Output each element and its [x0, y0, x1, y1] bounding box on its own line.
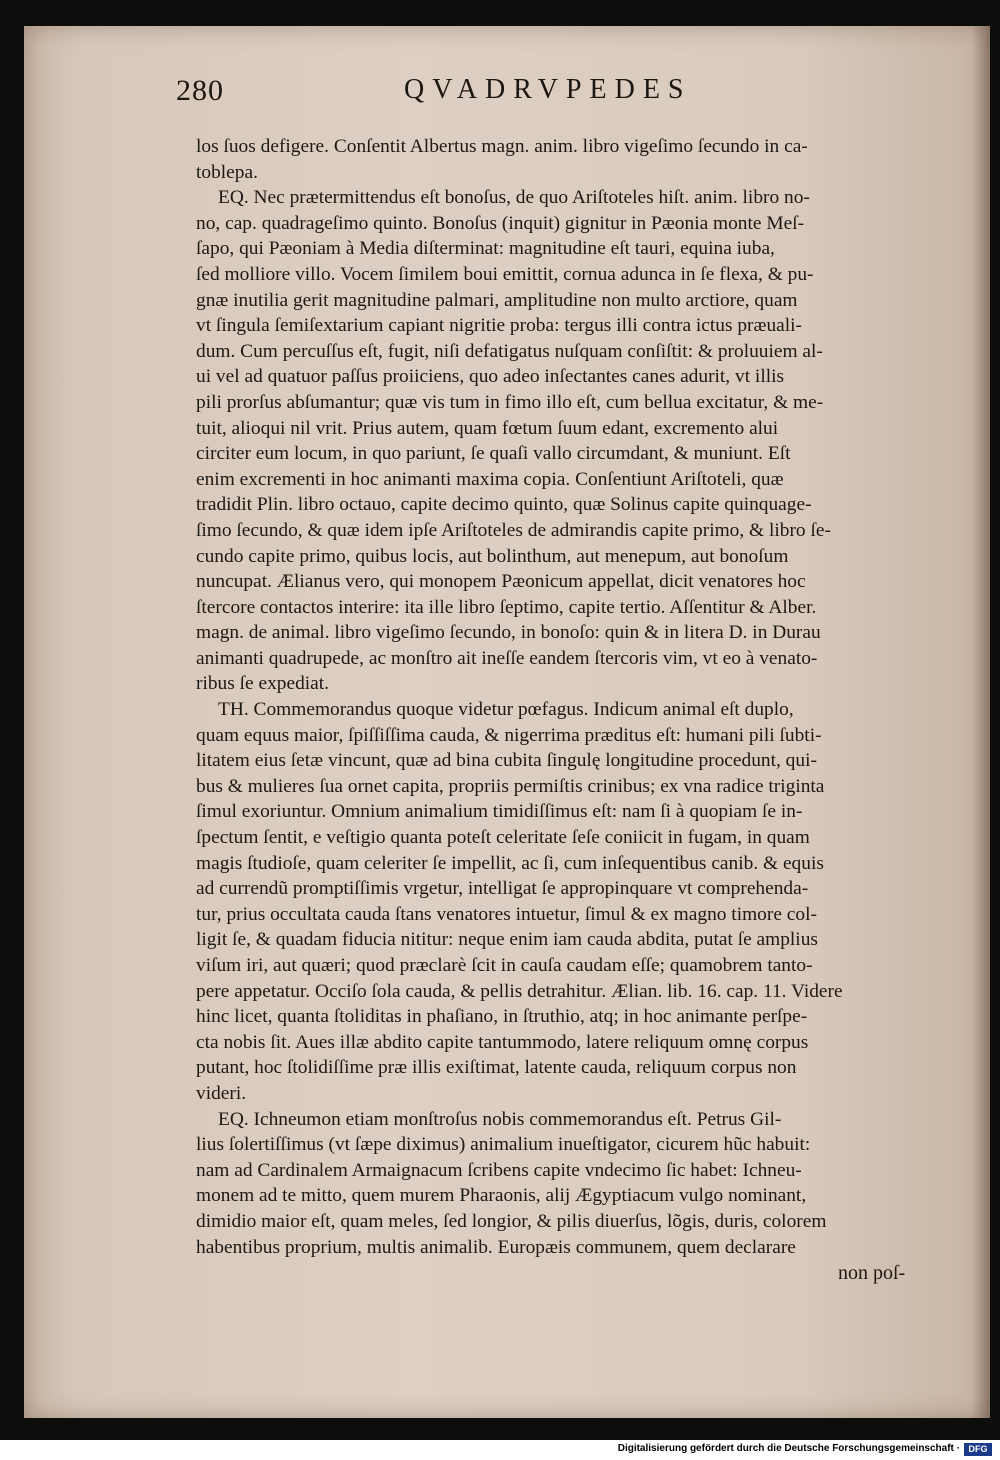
page-header [176, 72, 776, 112]
text-line: ſtercore contactos interire: ita ille libro ſeptimo, capite tertio. Aſſentitur & Alber. [196, 596, 817, 618]
text-line: magn. de animal. libro vigeſimo ſecundo, in bonoſo: quin & in litera D. in Durau [196, 622, 821, 644]
text-line: toblepa. [196, 161, 258, 183]
text-line: enim excrementi in hoc animanti maxima copia. Conſentiunt Ariſtoteli, quæ [196, 468, 784, 490]
text-line: magis ſtudioſe, quam celeriter ſe impellit, ac ſi, cum inſequentibus canib. & equis [196, 852, 824, 874]
text-line: EQ. Nec prætermittendus eſt bonoſus, de quo Ariſtoteles hiſt. anim. libro no- [218, 187, 810, 209]
text-line: putant, hoc ſtolidiſſime præ illis exiſtimat, latente cauda, reliquum corpus non [196, 1057, 797, 1079]
text-line: ad currendũ promptiſſimis vrgetur, intelligat ſe appropinquare vt comprehenda- [196, 878, 809, 900]
text-line: no, cap. quadrageſimo quinto. Bonoſus (inquit) gignitur in Pæonia monte Meſ- [196, 212, 805, 234]
text-line: dimidio maior eſt, quam meles, ſed longior, & pilis diuerſus, lõgis, duris, colorem [196, 1210, 827, 1232]
text-line: pere appetatur. Occiſo ſola cauda, & pellis detrahitur. Ælian. lib. 16. cap. 11. Videre [196, 980, 843, 1002]
text-line: vt ſingula ſemiſextarium capiant nigritie proba: tergus illi contra ictus præuali- [196, 315, 802, 337]
page-number: 280 [176, 74, 224, 107]
text-line: monem ad te mitto, quem murem Pharaonis, alij Ægyptiacum vulgo nominant, [196, 1185, 807, 1207]
text-line: hinc licet, quanta ſtoliditas in phaſiano, in ſtruthio, atq; in hoc animante perſpe- [196, 1006, 808, 1028]
text-line: tradidit Plin. libro octauo, capite decimo quinto, quæ Solinus capite quinquage- [196, 494, 812, 516]
text-line: ribus ſe expediat. [196, 673, 329, 695]
catchword: non poſ- [838, 1262, 906, 1284]
footer-bar [0, 1440, 1000, 1460]
text-line: gnæ inutilia gerit magnitudine palmari, amplitudine non multo arctiore, quam [196, 289, 798, 311]
text-line: cundo capite primo, quibus locis, aut bolinthum, aut menepum, aut bonoſum [196, 545, 789, 567]
text-line: nuncupat. Ælianus vero, qui monopem Pæonicum appellat, dicit venatores hoc [196, 571, 806, 593]
text-line: EQ. Ichneumon etiam monſtroſus nobis commemorandus eſt. Petrus Gil- [218, 1108, 782, 1130]
text-line: tur, prius occultata cauda ſtans venatores intuetur, ſimul & ex magno timore col- [196, 903, 817, 925]
text-line: nam ad Cardinalem Armaignacum ſcribens capite vndecimo ſic habet: Ichneu- [196, 1159, 802, 1181]
text-line: bus & mulieres ſua ornet capita, propriis permiſtis crinibus; ex vna radice triginta [196, 775, 825, 797]
text-line: circiter eum locum, in quo pariunt, ſe quaſi vallo circumdant, & muniunt. Eſt [196, 443, 791, 465]
text-line: los ſuos defigere. Conſentit Albertus magn. anim. libro vigeſimo ſecundo in ca- [196, 136, 808, 157]
text-line: ſpectum ſentit, e veſtigio quanta poteſt celeritate ſeſe coniicit in fugam, in quam [196, 827, 810, 849]
text-line: TH. Commemorandus quoque videtur pœfagus. Indicum animal eſt duplo, [218, 699, 794, 721]
body-text [196, 134, 948, 1260]
text-line: videri. [196, 1082, 247, 1104]
text-line: ui vel ad quatuor paſſus proiiciens, quo adeo inſectantes canes adurit, vt illis [196, 366, 785, 388]
funding-credit: Digitalisierung gefördert durch die Deutsche Forschungsgemeinschaft · [617, 1443, 960, 1454]
running-head: QVADRVPEDES [404, 74, 692, 105]
text-line: quam equus maior, ſpiſſiſſima cauda, & nigerrima præditus eſt: humani pili ſubti- [196, 724, 822, 746]
text-line: cta nobis ſit. Aues illæ abdito capite tantummodo, latere reliquum omnę corpus [196, 1031, 809, 1053]
text-line: ſapo, qui Pæoniam à Media diſterminat: magnitudine eſt tauri, equina iuba, [196, 238, 775, 260]
text-line: pili prorſus abſumantur; quæ vis tum in fimo illo eſt, cum bellua excitatur, & me- [196, 391, 824, 413]
text-line: lius ſolertiſſimus (vt ſæpe diximus) animalium inueſtigator, cicurem hũc habuit: [196, 1134, 811, 1156]
dfg-logo-icon: DFG [964, 1443, 992, 1456]
text-line: ſed molliore villo. Vocem ſimilem boui emittit, cornua adunca in ſe flexa, & pu- [196, 263, 814, 285]
text-line: ſimo ſecundo, & quæ idem ipſe Ariſtoteles de admirandis capite primo, & libro ſe- [196, 519, 831, 541]
text-line: tuit, alioqui nil vrit. Prius autem, quam fœtum ſuum edant, excremento alui [196, 417, 779, 439]
text-line: dum. Cum percuſſus eſt, fugit, niſi defatigatus nuſquam conſiſtit: & proluuiem al- [196, 340, 823, 362]
text-line: litatem eius ſetæ vincunt, quæ ad bina cubita ſingulę longitudine procedunt, qui- [196, 750, 817, 772]
text-line: ſimul exoriuntur. Omnium animalium timidiſſimus eſt: nam ſi à quopiam ſe in- [196, 801, 803, 823]
text-line: viſum iri, aut quæri; quod præclarè ſcit in cauſa caudam eſſe; quamobrem tanto- [196, 955, 813, 976]
text-line: ligit ſe, & quadam fiducia nititur: neque enim iam cauda abdita, putat ſe amplius [196, 929, 818, 951]
text-line: animanti quadrupede, ac monſtro ait ineſſe eandem ſtercoris vim, vt eo à venato- [196, 647, 818, 669]
text-line: habentibus proprium, multis animalib. Europæis communem, quem declarare [196, 1236, 796, 1258]
